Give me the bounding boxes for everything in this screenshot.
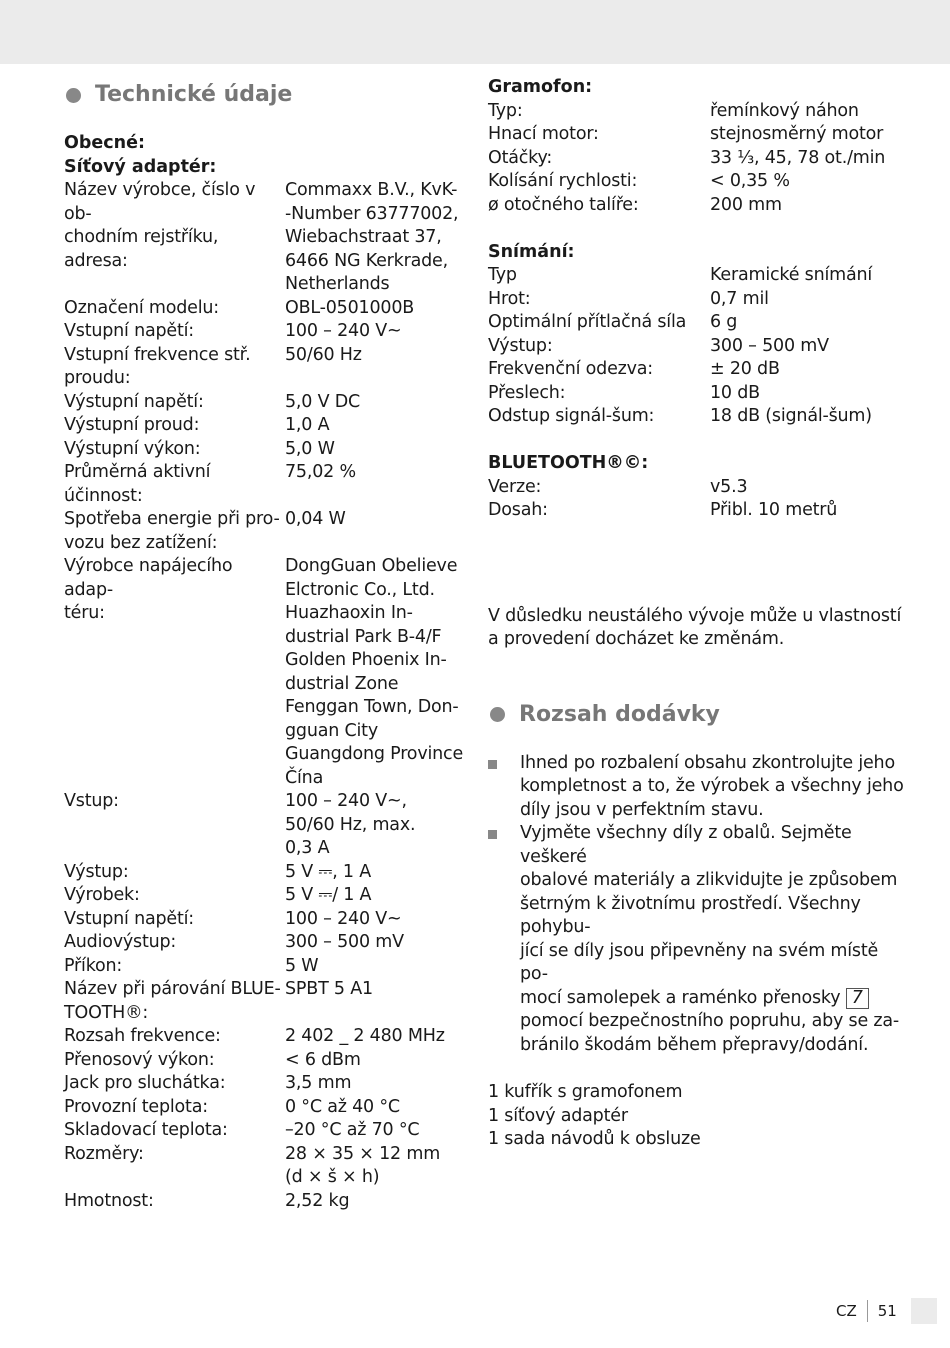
technical-title-text: Technické údaje [95,82,293,107]
spec-row [64,908,464,932]
spec-label: Označení modelu: [64,297,219,318]
spec-row [64,790,464,861]
spec-label: Výrobce napájecího adap- téru: [64,556,233,623]
spec-value: 1,0 A [285,415,330,435]
spec-row [488,288,908,312]
square-bullet-icon [488,830,497,839]
spec-row [488,311,908,335]
spec-value: 0,7 mil [710,288,769,309]
spec-label: Vstupní frekvence stř. proudu: [64,344,251,388]
spec-row [64,931,464,955]
spec-value: 50/60 Hz [285,344,362,365]
spec-row [64,555,464,790]
package-item: 1 kufřík s gramofonem [488,1082,683,1102]
spec-value: 100 – 240 V~ [285,908,402,929]
part-reference-number: 7 [846,988,869,1009]
spec-value: 6 g [710,312,738,332]
spec-row [488,476,908,500]
spec-row [488,358,908,382]
spec-value: 28 × 35 × 12 mm (d × š × h) [285,1143,441,1187]
instruction-text-part1: Vyjměte všechny díly z obalů. Sejměte veškeré obalové materiály a zlikvidujte je způsobem šetrným k životnímu prostředí. Všechny pohybu- jící se díly jsou připevněny na svém místě po- mocí samolepek a raménko přenosky [520,823,898,1008]
spec-value: 300 – 500 mV [285,932,404,952]
spec-row [488,123,908,147]
adapter-label: Síťový adaptér: [64,156,217,177]
delivery-title-text: Rozsah dodávky [519,701,720,727]
page-number: 51 [877,1302,897,1320]
spec-row [64,861,464,885]
spec-label: Skladovací teplota: [64,1120,228,1140]
spec-label: Výstupní výkon: [64,438,201,459]
spec-value: Commaxx B.V., KvK- -Number 63777002, Wiebachstraat 37, 6466 NG Kerkrade, Netherlands [285,180,459,294]
spec-row [488,335,908,359]
spec-row [64,884,464,908]
spec-value: 0 °C až 40 °C [285,1096,400,1117]
spec-value: 0,04 W [285,509,346,529]
technical-spec-table [64,179,464,1213]
bluetooth-spec-table [488,476,908,523]
spec-label: Audiovýstup: [64,932,177,952]
spec-label: Příkon: [64,955,123,976]
spec-row [64,179,464,297]
spec-value: 2,52 kg [285,1190,350,1211]
spec-row [64,414,464,438]
technical-title [64,80,464,110]
spec-value: 75,02 % [285,462,356,482]
top-band [0,0,950,64]
spec-row [64,1025,464,1049]
spec-label: Přeslech: [488,382,566,403]
instruction-item [488,752,908,823]
spec-label: Otáčky: [488,147,553,168]
instruction-item [488,822,908,1057]
spec-value: řemínkový náhon [710,100,859,121]
spec-row [64,955,464,979]
spec-value: 3,5 mm [285,1073,352,1093]
left-column [64,80,464,1213]
spec-row [64,1119,464,1143]
spec-label: Spotřeba energie při pro- vozu bez zatížení: [64,509,280,553]
spec-row [488,147,908,171]
spec-label: Odstup signál-šum: [488,406,655,426]
spec-label: Výstupní napětí: [64,391,204,412]
spec-row [488,382,908,406]
spec-row [488,264,908,288]
pickup-spec-table [488,264,908,429]
spec-label: Hmotnost: [64,1190,154,1211]
change-notice: V důsledku neustálého vývoje může u vlastností a provedení docházet ke změnám. [488,605,902,649]
spec-row [64,1049,464,1073]
language-code: CZ [836,1302,857,1320]
spec-value: 5,0 V DC [285,391,361,412]
spec-row [64,344,464,391]
pickup-label: Snímání: [488,241,575,262]
spec-label: ø otočného talíře: [488,194,639,215]
spec-value: 100 – 240 V~ [285,321,402,341]
footer-divider [867,1300,868,1322]
spec-label: Vstup: [64,791,119,811]
spec-value: Přibl. 10 metrů [710,500,838,520]
spec-label: Typ [488,265,517,285]
spec-row [64,508,464,555]
spec-value: Keramické snímání [710,265,873,285]
spec-label: Jack pro sluchátka: [64,1073,226,1093]
delivery-title [488,700,908,730]
bluetooth-label: BLUETOOTH®©: [488,453,649,473]
turntable-label: Gramofon: [488,77,593,97]
spec-value: 5 W [285,955,319,976]
spec-label: Výrobek: [64,885,140,905]
spec-label: Verze: [488,476,542,497]
spec-row [64,297,464,321]
spec-label: Hrot: [488,288,531,309]
spec-label: Výstup: [488,335,553,356]
spec-value: 300 – 500 mV [710,335,829,356]
page-footer [836,1300,937,1322]
spec-label: Frekvenční odezva: [488,359,653,379]
spec-row [64,320,464,344]
spec-row [488,194,908,218]
right-column [488,76,908,1152]
spec-row [64,438,464,462]
spec-value: < 0,35 % [710,171,790,191]
instruction-text-part2: pomocí bezpečnostního popruhu, aby se za- bránilo škodám během přepravy/dodání. [520,1011,900,1055]
spec-label: Rozsah frekvence: [64,1026,221,1046]
spec-value: < 6 dBm [285,1049,361,1070]
spec-label: Průměrná aktivní účinnost: [64,462,211,506]
spec-label: Název výrobce, číslo v ob- chodním rejstříku, adresa: [64,180,256,271]
spec-value: DongGuan Obelieve Elctronic Co., Ltd. Huazhaoxin In- dustrial Park B-4/F Golden Phoenix In- dustrial Zone Fenggan Town, Don- gguan City Guangdong Province Čína [285,556,464,788]
spec-label: Kolísání rychlosti: [488,171,638,191]
spec-label: Rozměry: [64,1143,144,1164]
general-label: Obecné: [64,133,145,153]
spec-value: stejnosměrný motor [710,124,884,144]
spec-label: Vstupní napětí: [64,321,194,341]
spec-value: v5.3 [710,476,748,497]
spec-row [64,978,464,1025]
package-item: 1 síťový adaptér [488,1105,628,1126]
page-tab-marker [911,1298,937,1324]
package-item: 1 sada návodů k obsluze [488,1129,701,1149]
spec-value: 200 mm [710,194,782,215]
instruction-text: Ihned po rozbalení obsahu zkontrolujte jeho kompletnost a to, že výrobek a všechny jeho díly jsou v perfektním stavu. [520,752,904,820]
spec-row [64,1143,464,1190]
spec-value: SPBT 5 A1 [285,979,373,999]
spec-value: 100 – 240 V~, 50/60 Hz, max. 0,3 A [285,791,416,858]
delivery-instructions [488,752,908,1058]
spec-value: 33 ⅓, 45, 78 ot./min [710,147,886,168]
spec-value: 2 402 _ 2 480 MHz [285,1026,445,1046]
spec-value: 10 dB [710,382,760,403]
spec-label: Dosah: [488,500,548,520]
spec-row [64,391,464,415]
spec-row [488,405,908,429]
spec-label: Hnací motor: [488,124,599,144]
spec-label: Výstup: [64,861,129,882]
spec-row [64,1096,464,1120]
spec-value: OBL-0501000B [285,297,415,318]
spec-value: 18 dB (signál-šum) [710,406,872,426]
spec-value: –20 °C až 70 °C [285,1120,420,1140]
spec-row [64,1190,464,1214]
spec-row [64,461,464,508]
spec-value: 5 V ⎓, 1 A [285,861,371,882]
spec-row [488,170,908,194]
spec-label: Vstupní napětí: [64,908,194,929]
spec-label: Provozní teplota: [64,1096,208,1117]
spec-row [64,1072,464,1096]
spec-label: Název při párování BLUE- TOOTH®: [64,979,281,1023]
spec-value: ± 20 dB [710,359,780,379]
spec-label: Typ: [488,100,523,121]
spec-label: Optimální přítlačná síla [488,312,687,332]
spec-value: 5,0 W [285,438,335,459]
spec-row [488,499,908,523]
section-bullet-icon [490,707,505,722]
square-bullet-icon [488,760,497,769]
turntable-spec-table [488,100,908,218]
section-bullet-icon [66,88,81,103]
spec-label: Přenosový výkon: [64,1049,215,1070]
spec-row [488,100,908,124]
spec-label: Výstupní proud: [64,415,200,435]
spec-value: 5 V ⎓/ 1 A [285,885,372,905]
